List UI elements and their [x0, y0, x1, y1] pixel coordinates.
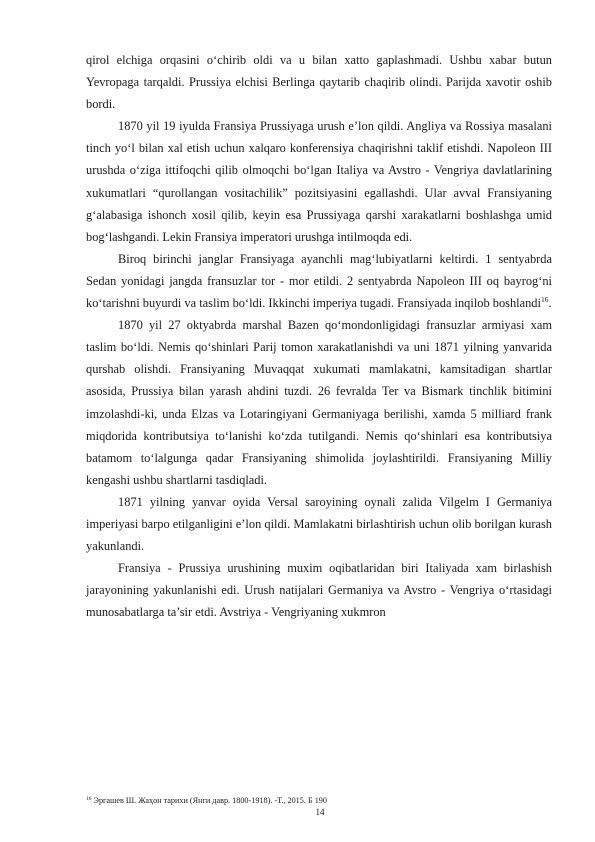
footnote-text: Эргашев Ш. Жаҳон тарихи (Янги давр. 1800-1918). -Т., 2015. Б 190	[91, 796, 327, 805]
paragraph-consequences: Fransiya - Prussiya urushining muxim oqibatlaridan biri Italiyada xam birlashish jarayonining yakunlanishi edi. Urush natijalari Germaniya va Avstro - Vengriya o‘rtasidagi munosabatlarga ta’sir etdi. Avstriya - Vengriyaning xukmron	[86, 561, 552, 620]
page-body	[86, 49, 552, 623]
footnote	[86, 796, 552, 806]
paragraph-sedan-text: Biroq birinchi janglar Fransiyaga ayanchli mag‘lubiyatlarni keltirdi. 1 sentyabrda Sedan yonidagi jangda fransuzlar tor - mor etildi. 2 sentyabrda Napoleon III oq bayrog‘ni ko‘tarishni buyurdi va taslim bo‘ldi. Ikkinchi imperiya tugadi. Fransiyada inqilob boshlandi	[86, 251, 552, 311]
paragraph-continuation: qirol elchiga orqasini o‘chirib oldi va u bilan xatto gaplashmadi. Ushbu xabar butun Yevropaga tarqaldi. Prussiya elchisi Berlinga qaytarib chaqirib olindi. Parijda xavotir oshib bordi.	[86, 53, 552, 112]
footnote-reference: 16	[540, 295, 549, 305]
paragraph-sedan-end: .	[548, 296, 552, 311]
paragraph-german-empire: 1871 yilning yanvar oyida Versal saroyining oynali zalida Vilgelm I Germaniya imperiyasi barpo etilganligini e’lon qildi. Mamlakatni birlashtirish uchun olib borilgan kurash yakunlandi.	[86, 494, 552, 554]
paragraph-bazen-surrender: 1870 yil 27 oktyabrda marshal Bazen qo‘mondonligidagi fransuzlar armiyasi xam taslim bo‘ldi. Nemis qo‘shinlari Parij tomon xarakatlanishdi va uni 1871 yilning yanvarida qurshab olishdi. Fransiyaning Muvaqqat xukumati mamlakatni, kamsitadigan shartlar asosida, Prussiya bilan yarash ahdini tuzdi. 26 fevralda Ter va Bismark tinchlik bitimini imzolashdi-ki, unda Elzas va Lotaringiyani Germaniyaga berilishi, xamda 5 milliard frank miqdorida kontributsiya to‘lanishi ko‘zda tutilgandi. Nemis qo‘shinlari esa kontributsiya batamom to‘lalgunga qadar Fransiyaning shimolida joylashtirildi. Fransiyaning Milliy kengashi ushbu shartlarni tasdiqladi.	[86, 318, 552, 487]
paragraph-sedan-defeat	[86, 248, 552, 314]
page-number: 14	[315, 807, 325, 817]
footnote-number: 16	[86, 796, 92, 802]
paragraph-war-declaration: 1870 yil 19 iyulda Fransiya Prussiyaga urush e’lon qildi. Angliya va Rossiya masalani tinch yo‘l bilan xal etish uchun xalqaro konferensiya chaqirishni taklif etishdi. Napoleon III urushda o‘ziga ittifoqchi qilib olmoqchi bo‘lgan Italiya va Avstro - Vengriya davlatlarining xukumatlari “qurollangan vositachilik” pozitsiyasini egallashdi. Ular avval Fransiyaning g‘alabasiga ishonch xosil qilib, keyin esa Prussiyaga qarshi xarakatlarni boshlashga umid bog‘lashgandi. Lekin Fransiya imperatori urushga intilmoqda edi.	[86, 119, 552, 244]
